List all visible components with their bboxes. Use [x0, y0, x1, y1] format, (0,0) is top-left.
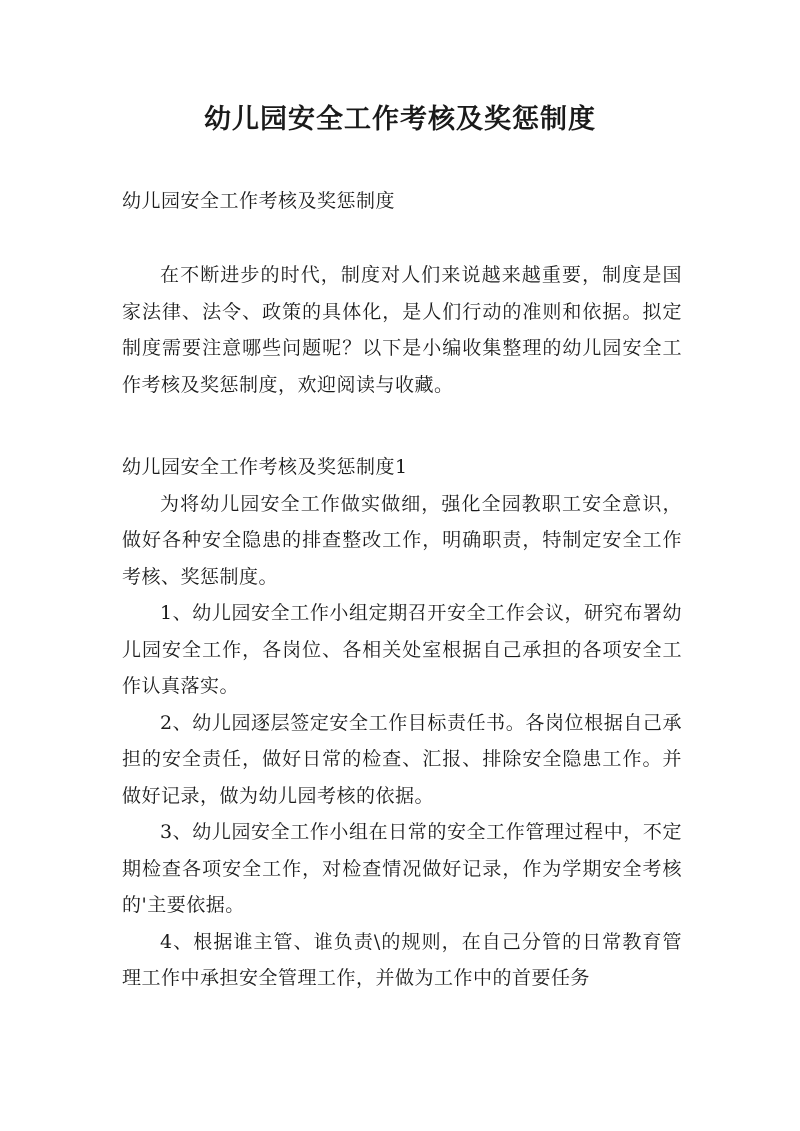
body-paragraph: 为将幼儿园安全工作做实做细，强化全园教职工安全意识，做好各种安全隐患的排查整改工作，明确职责，特制定安全工作考核、奖惩制度。: [122, 492, 682, 588]
section-1-block: [122, 449, 682, 997]
document-title: 幼儿园安全工作考核及奖惩制度: [204, 104, 596, 135]
intro-paragraph: 在不断进步的时代，制度对人们来说越来越重要，制度是国家法律、法令、政策的具体化，是人们行动的准则和依据。拟定制度需要注意哪些问题呢？以下是小编收集整理的幼儿园安全工作考核及奖惩制度，欢迎阅读与收藏。: [122, 264, 682, 396]
intro-block: [122, 257, 682, 403]
document-subtitle: 幼儿园安全工作考核及奖惩制度: [122, 190, 396, 212]
body-paragraph: 1、幼儿园安全工作小组定期召开安全工作会议，研究布署幼儿园安全工作，各岗位、各相关处室根据自己承担的各项安全工作认真落实。: [122, 602, 682, 697]
body-paragraph: 2、幼儿园逐层签定安全工作目标责任书。各岗位根据自己承担的安全责任，做好日常的检查、汇报、排除安全隐患工作。并做好记录，做为幼儿园考核的依据。: [122, 711, 682, 807]
section-heading: 幼儿园安全工作考核及奖惩制度1: [122, 456, 408, 478]
document-subtitle-block: [122, 183, 682, 220]
body-paragraph: 4、根据谁主管、谁负责\的规则，在自己分管的日常教育管理工作中承担安全管理工作，并做为工作中的首要任务: [122, 930, 682, 989]
body-paragraph: 3、幼儿园安全工作小组在日常的安全工作管理过程中，不定期检查各项安全工作，对检查情况做好记录，作为学期安全考核的'主要依据。: [122, 821, 682, 916]
